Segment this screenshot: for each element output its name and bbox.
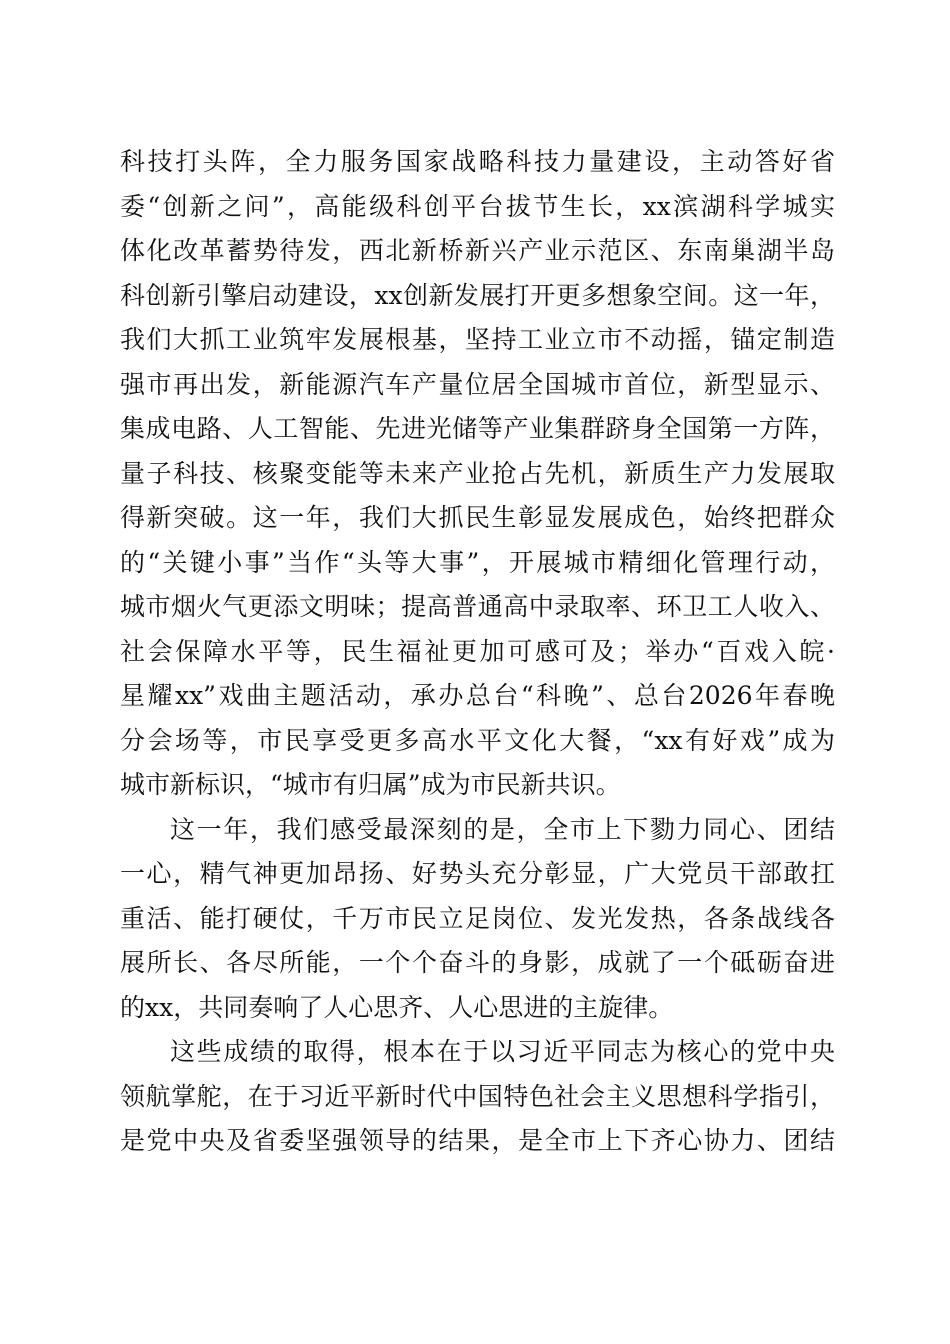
text-line: 分会场等，市民享受更多高水平文化大餐，“xx有好戏”成为 xyxy=(120,725,835,755)
text-line: 的xx，共同奏响了人心思齐、人心思进的主旋律。 xyxy=(120,992,674,1022)
text-line: 科创新引擎启动建设，xx创新发展打开更多想象空间。这一年， xyxy=(120,280,835,310)
text-line: 社会保障水平等，民生福祉更加可感可及；举办“百戏入皖· xyxy=(120,636,835,666)
paragraph-3 xyxy=(120,1030,835,1164)
paragraph-1 xyxy=(120,140,835,808)
text-line: 这些成绩的取得，根本在于以习近平同志为核心的党中央 xyxy=(170,1037,835,1066)
text-line: 这一年，我们感受最深刻的是，全市上下勠力同心、团结 xyxy=(170,814,835,844)
text-line: 是党中央及省委坚强领导的结果，是全市上下齐心协力、团结 xyxy=(120,1126,835,1155)
text-line: 我们大抓工业筑牢发展根基，坚持工业立市不动摇，锚定制造 xyxy=(120,325,835,354)
text-line: 量子科技、核聚变能等未来产业抢占先机，新质生产力发展取 xyxy=(120,458,835,488)
text-line: 展所长、各尽所能，一个个奋斗的身影，成就了一个砥砺奋进 xyxy=(120,948,835,977)
text-line: 得新突破。这一年，我们大抓民生彰显发展成色，始终把群众 xyxy=(120,503,835,532)
text-line: 的“关键小事”当作“头等大事”，开展城市精细化管理行动， xyxy=(120,547,835,577)
text-line: 强市再出发，新能源汽车产量位居全国城市首位，新型显示、 xyxy=(120,369,835,399)
text-line: 科技打头阵，全力服务国家战略科技力量建设，主动答好省 xyxy=(120,147,835,176)
text-line: 城市烟火气更添文明味；提高普通高中录取率、环卫工人收入、 xyxy=(120,592,835,621)
text-line: 领航掌舵，在于习近平新时代中国特色社会主义思想科学指引， xyxy=(120,1081,835,1111)
document-body xyxy=(120,140,835,1164)
text-line: 城市新标识，“城市有归属”成为市民新共识。 xyxy=(120,770,621,799)
text-line: 一心，精气神更加昂扬、好势头充分彰显，广大党员干部敢扛 xyxy=(120,859,835,888)
paragraph-2 xyxy=(120,808,835,1031)
text-line: 委“创新之问”，高能级科创平台拔节生长，xx滨湖科学城实 xyxy=(120,191,835,221)
text-line: 集成电路、人工智能、先进光储等产业集群跻身全国第一方阵， xyxy=(120,414,835,443)
text-line: 重活、能打硬仗，千万市民立足岗位、发光发热，各条战线各 xyxy=(120,903,835,933)
text-line: 星耀xx”戏曲主题活动，承办总台“科晚”、总台2026年春晚 xyxy=(120,681,835,710)
text-line: 体化改革蓄势待发，西北新桥新兴产业示范区、东南巢湖半岛 xyxy=(120,236,835,265)
